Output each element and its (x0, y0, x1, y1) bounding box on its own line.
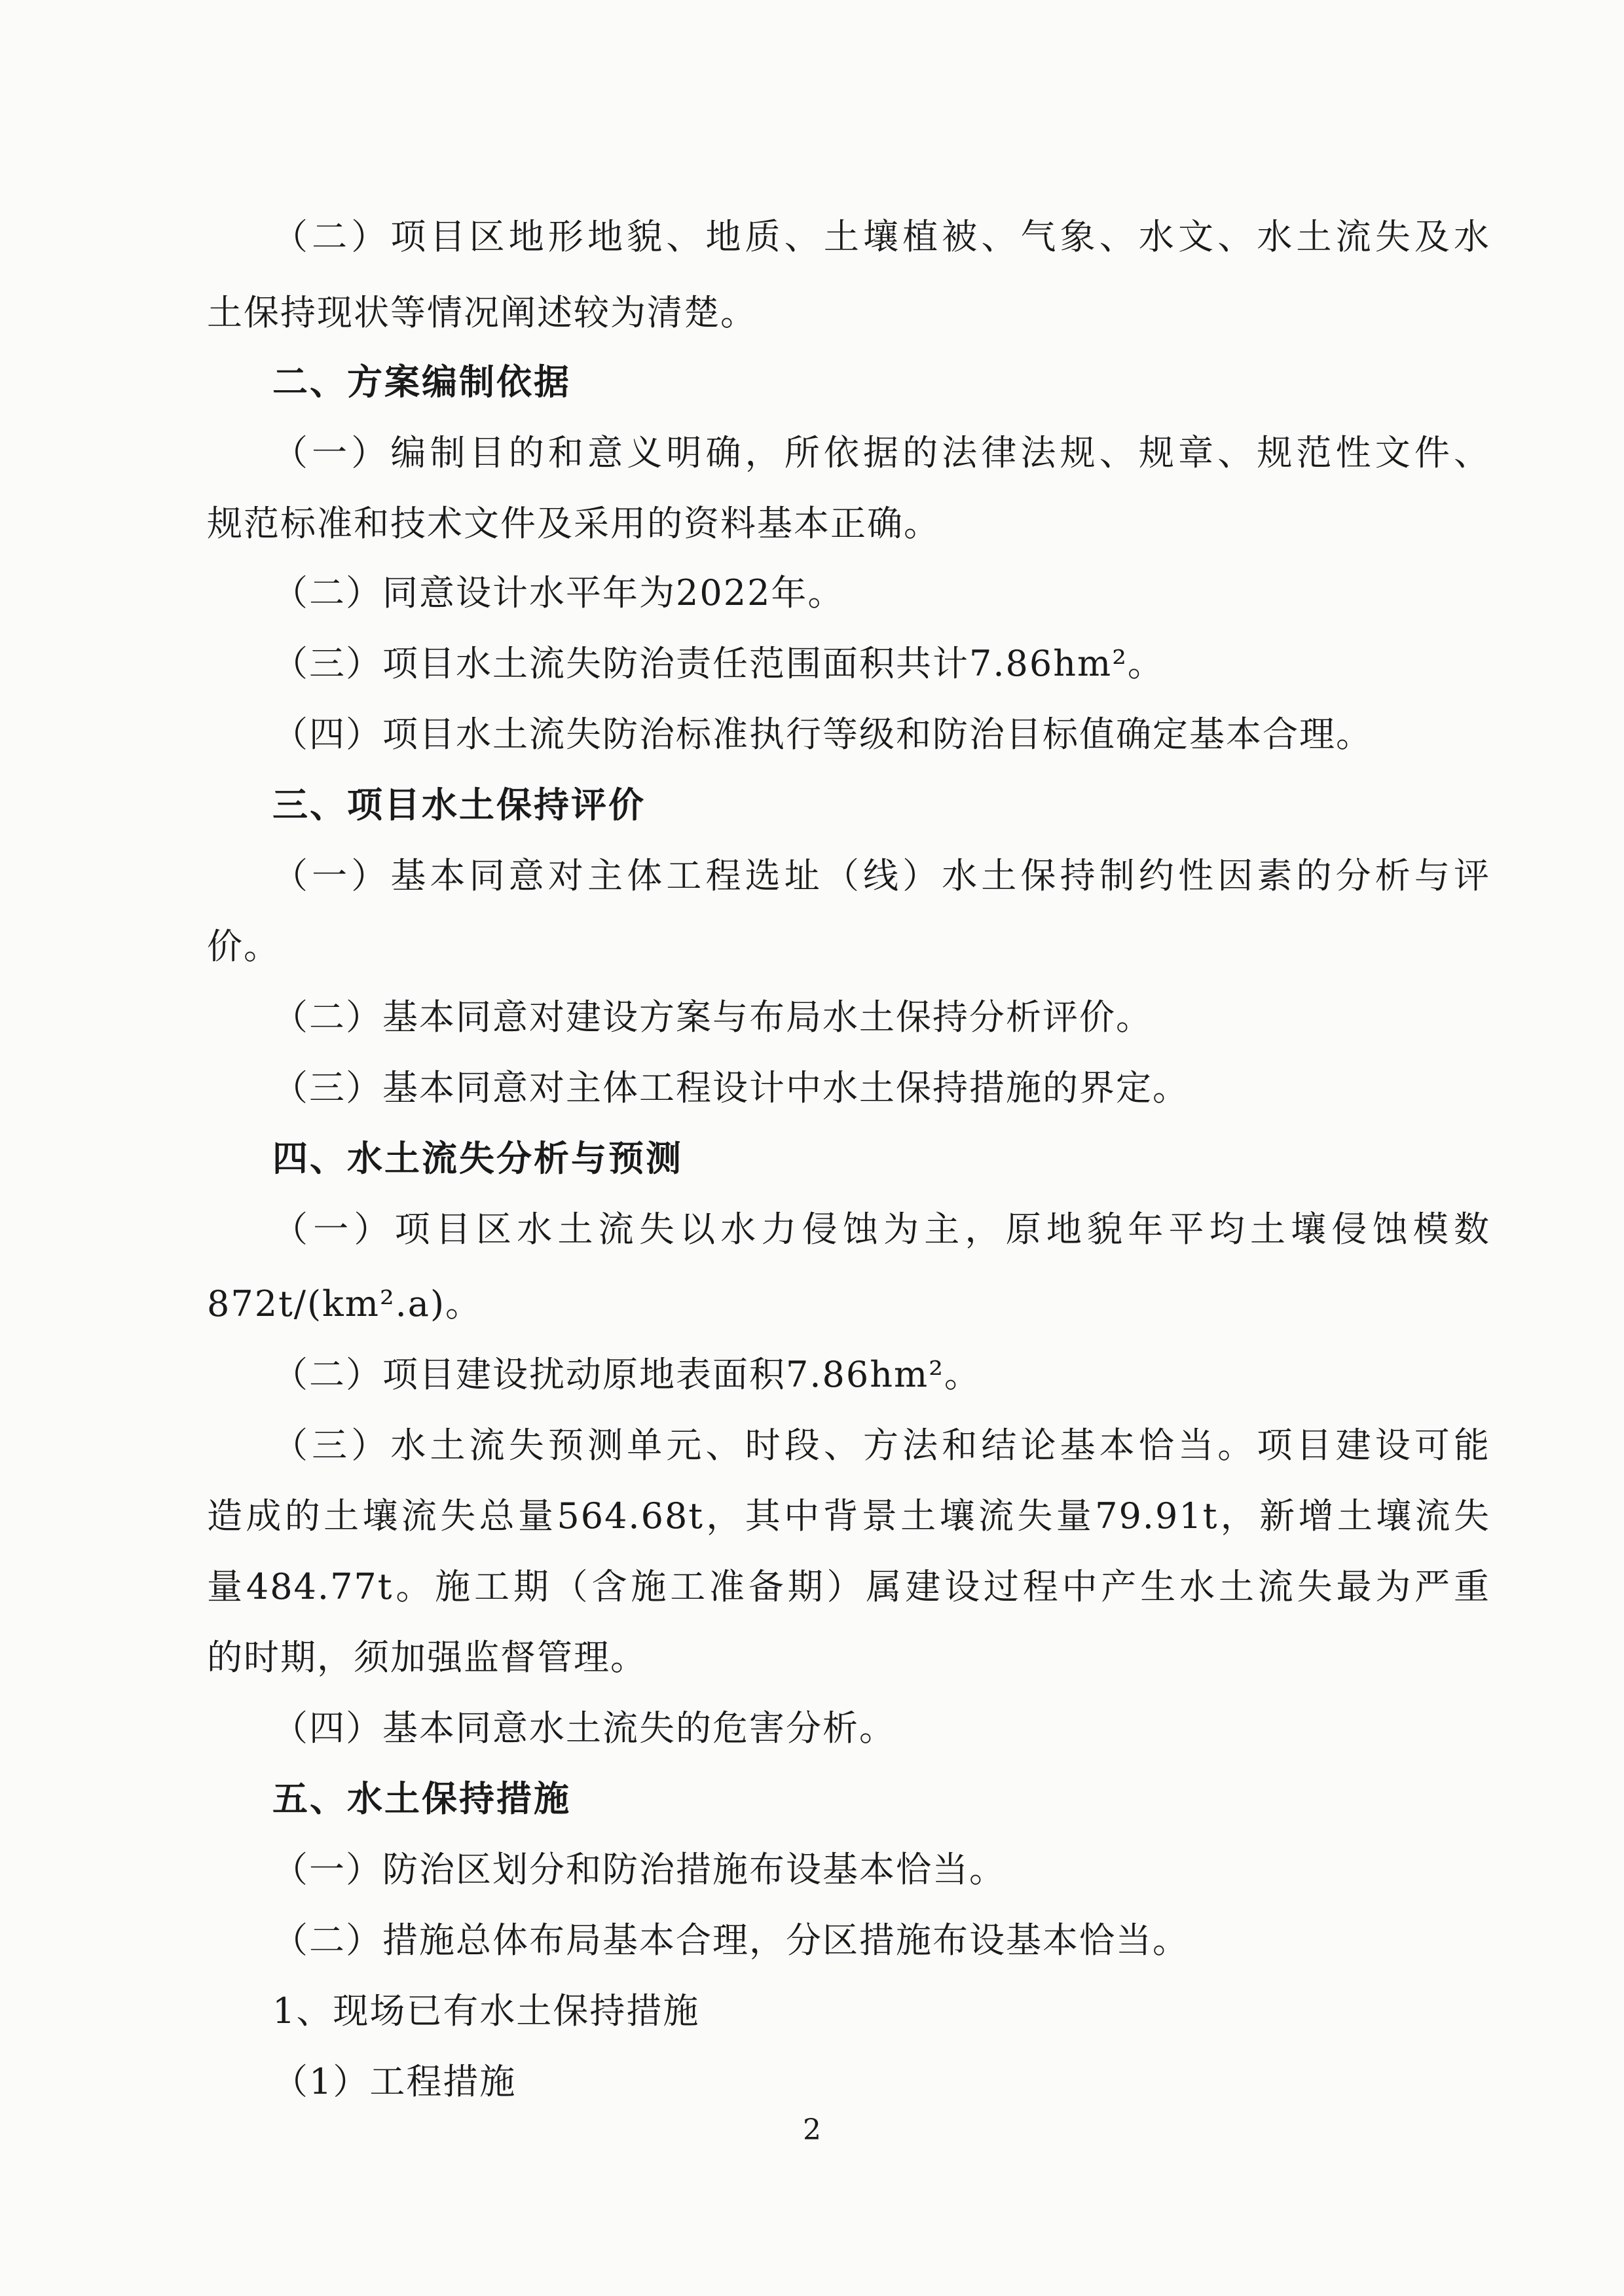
section-heading: 二、方案编制依据 (272, 361, 571, 403)
paragraph-line: （四）项目水土流失防治标准执行等级和防治目标值确定基本合理。 (272, 714, 1373, 755)
paragraph-line: （二）同意设计水平年为2022年。 (272, 572, 845, 613)
paragraph-line: （二）基本同意对建设方案与布局水土保持分析评价。 (272, 996, 1153, 1038)
paragraph-line: 造成的土壤流失总量564.68t，其中背景土壤流失量79.91t，新增土壤流失 (207, 1495, 1490, 1537)
paragraph-line: （三）项目水土流失防治责任范围面积共计7.86hm²。 (272, 643, 1164, 684)
paragraph-line: （一）项目区水土流失以水力侵蚀为主，原地貌年平均土壤侵蚀模数 (272, 1209, 1490, 1250)
paragraph-line: （三）基本同意对主体工程设计中水土保持措施的界定。 (272, 1067, 1189, 1108)
paragraph-line: 的时期，须加强监督管理。 (207, 1637, 647, 1678)
section-heading: 三、项目水土保持评价 (272, 784, 646, 826)
paragraph-line: （二）项目区地形地貌、地质、土壤植被、气象、水文、水土流失及水 (272, 216, 1490, 257)
page-number: 2 (803, 2113, 821, 2147)
paragraph-line: （一）防治区划分和防治措施布设基本恰当。 (272, 1849, 1006, 1890)
paragraph-line: （三）水土流失预测单元、时段、方法和结论基本恰当。项目建设可能 (272, 1425, 1490, 1466)
paragraph-line: 规范标准和技术文件及采用的资料基本正确。 (207, 503, 940, 544)
paragraph-line: （一）编制目的和意义明确，所依据的法律法规、规章、规范性文件、 (272, 432, 1490, 473)
paragraph-line: 872t/(km².a)。 (207, 1283, 483, 1324)
paragraph-line: （二）项目建设扰动原地表面积7.86hm²。 (272, 1354, 981, 1395)
paragraph-line: （1）工程措施 (272, 2061, 517, 2102)
paragraph-line: 1、现场已有水土保持措施 (272, 1990, 700, 2032)
paragraph-line: （二）措施总体布局基本合理，分区措施布设基本恰当。 (272, 1920, 1189, 1961)
paragraph-line: 土保持现状等情况阐述较为清楚。 (207, 292, 757, 333)
paragraph-line: 量484.77t。施工期（含施工准备期）属建设过程中产生水土流失最为严重 (207, 1566, 1490, 1607)
section-heading: 四、水土流失分析与预测 (272, 1138, 683, 1179)
paragraph-line: 价。 (207, 926, 280, 967)
section-heading: 五、水土保持措施 (272, 1778, 571, 1819)
paragraph-line: （一）基本同意对主体工程选址（线）水土保持制约性因素的分析与评 (272, 855, 1490, 896)
paragraph-line: （四）基本同意水土流失的危害分析。 (272, 1707, 896, 1749)
